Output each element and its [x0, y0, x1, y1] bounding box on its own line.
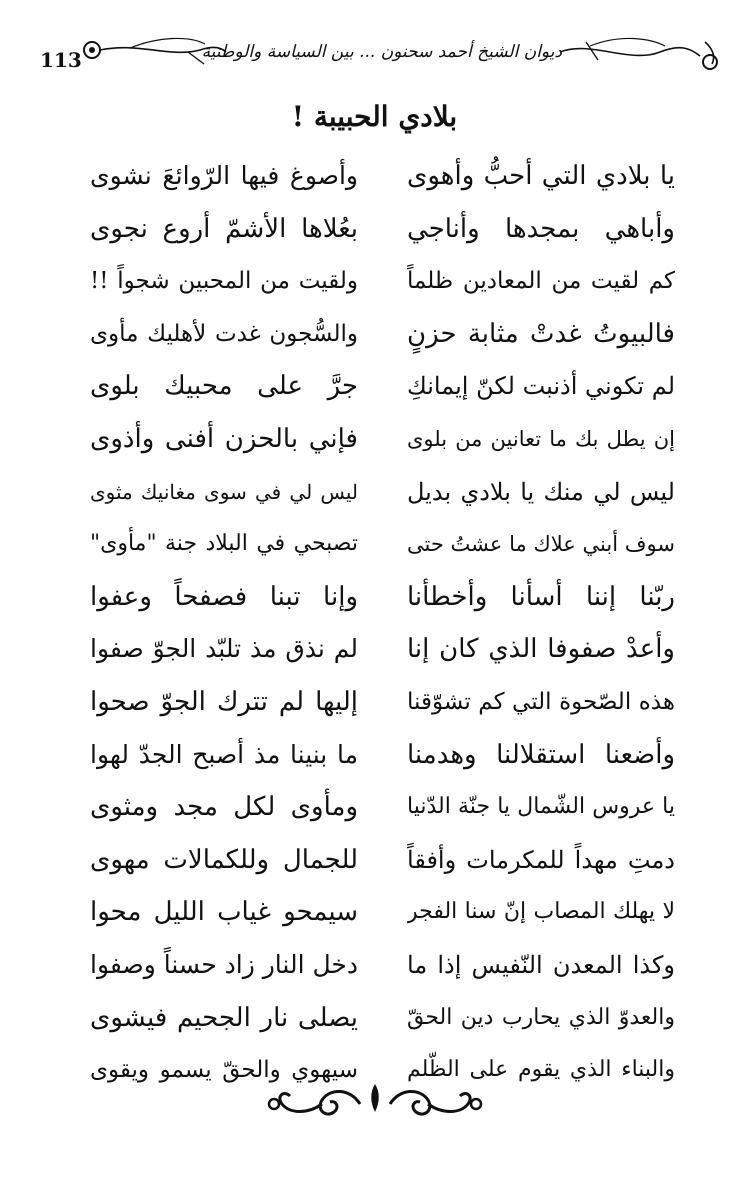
verse-first-hemistich: هذه الصّحوة التي كم تشوّقنا: [407, 688, 675, 715]
verse-line: [90, 308, 675, 361]
page-header: [0, 12, 749, 82]
verse-line: [90, 413, 675, 466]
verse-line: [90, 255, 675, 308]
verse-first-hemistich: دمتِ مهداً للمكرمات وأفقاً: [407, 845, 675, 874]
verse-line: [90, 203, 675, 256]
verse-line: [90, 466, 675, 519]
verse-first-hemistich: وأضعنا استقلالنا وهدمنا: [407, 739, 675, 770]
verse-second-hemistich: فإني بالحزن أفنى وأذوى: [90, 423, 358, 454]
footer-ornament: [260, 1078, 490, 1124]
verse-line: [90, 360, 675, 413]
verse-first-hemistich: كم لقيت من المعادين ظلماً: [407, 268, 675, 295]
verse-second-hemistich: ولقيت من المحبين شجواً !!: [90, 268, 358, 295]
verse-first-hemistich: وأباهي بمجدها وأناجي: [407, 213, 675, 244]
poem-title: بلادي الحبيبة !: [291, 100, 458, 133]
verse-first-hemistich: يا عروس الشّمال يا جنّة الدّنيا: [407, 794, 675, 820]
verse-line: [90, 834, 675, 887]
verse-second-hemistich: سيهوي والحقّ يسمو ويقوى: [90, 1057, 358, 1084]
verse-second-hemistich: بعُلاها الأشمّ أروع نجوى: [90, 213, 358, 244]
verse-second-hemistich: ما بنينا مذ أصبح الجدّ لهوا: [90, 739, 358, 769]
verse-first-hemistich: لا يهلك المصاب إنّ سنا الفجر: [407, 899, 675, 925]
verse-first-hemistich: إن يطل بك ما تعانين من بلوى: [407, 426, 675, 451]
verse-second-hemistich: ومأوى لكل مجد ومثوى: [90, 792, 358, 823]
verse-first-hemistich: والبناء الذي يقوم على الظّلم: [407, 1057, 675, 1083]
verse-first-hemistich: ليس لي منك يا بلادي بديل: [407, 477, 675, 506]
verse-line: [90, 992, 675, 1045]
verse-second-hemistich: للجمال وللكمالات مهوى: [90, 844, 358, 875]
running-head: ديوان الشيخ أحمد سحنون ... بين السياسة والوطنية: [201, 42, 562, 62]
verse-line: [90, 150, 675, 203]
verse-second-hemistich: يصلى نار الجحيم فيشوى: [90, 1002, 358, 1033]
verse-first-hemistich: ربّنا إننا أسأنا وأخطأنا: [407, 581, 675, 612]
verse-second-hemistich: جرَّ على محبيك بلوى: [90, 371, 358, 402]
verse-first-hemistich: لم تكوني أذنبت لكنّ إيمانكِ: [407, 372, 675, 401]
verse-line: [90, 676, 675, 729]
poem-body: [90, 150, 675, 1097]
verse-second-hemistich: تصبحي في البلاد جنة "مأوى": [90, 531, 358, 557]
verse-second-hemistich: لم نذق مذ تلبّد الجوّ صفوا: [90, 634, 358, 664]
verse-first-hemistich: فالبيوتُ غدتْ مثابة حزنٍ: [407, 318, 675, 349]
verse-line: [90, 729, 675, 782]
verse-first-hemistich: وأعدْ صفوفا الذي كان إنا: [407, 634, 675, 665]
verse-line: [90, 781, 675, 834]
verse-line: [90, 623, 675, 676]
verse-first-hemistich: سوف أبني علاك ما عشتُ حتى: [407, 532, 675, 557]
verse-line: [90, 518, 675, 571]
verse-line: [90, 939, 675, 992]
verse-first-hemistich: يا بلادي التي أحبُّ وأهوى: [407, 161, 675, 191]
verse-second-hemistich: إليها لم تترك الجوّ صحوا: [90, 686, 358, 717]
verse-first-hemistich: وكذا المعدن النّفيس إذا ما: [407, 950, 675, 979]
page-number: 113: [40, 48, 82, 72]
verse-first-hemistich: والعدوّ الذي يحارب دين الحقّ: [407, 1004, 675, 1030]
verse-second-hemistich: والسُّجون غدت لأهليك مأوى: [90, 320, 358, 347]
verse-second-hemistich: ليس لي في سوى مغانيك مثوى: [90, 479, 358, 504]
verse-second-hemistich: وأصوغ فيها الرّوائعَ نشوى: [90, 161, 358, 190]
verse-second-hemistich: دخل النار زاد حسناً وصفوا: [90, 949, 358, 979]
verse-second-hemistich: سيمحو غياب الليل محوا: [90, 897, 358, 928]
verse-line: [90, 571, 675, 624]
verse-line: [90, 886, 675, 939]
verse-second-hemistich: وإنا تبنا فصفحاً وعفوا: [90, 581, 358, 612]
